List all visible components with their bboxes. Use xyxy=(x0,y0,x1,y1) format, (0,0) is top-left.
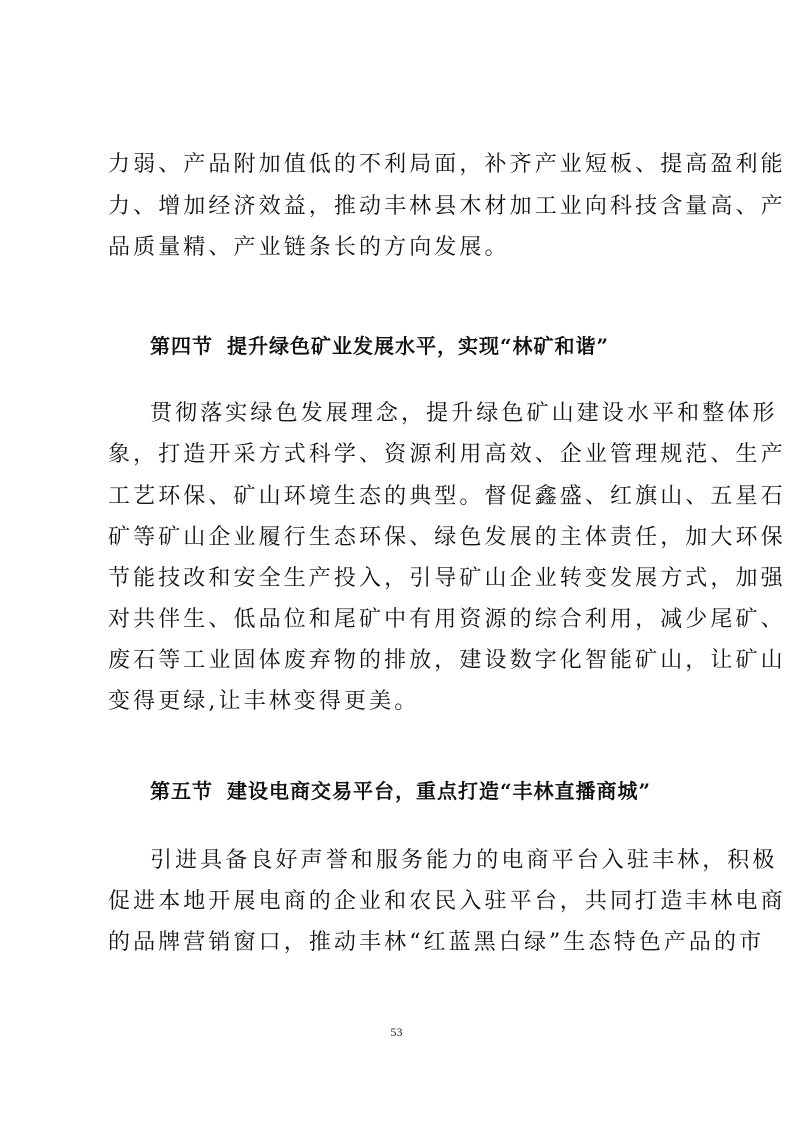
section-heading-5 xyxy=(150,776,651,806)
section-title: 提升绿色矿业发展水平，实现“林矿和谐” xyxy=(227,334,610,358)
section-number: 第五节 xyxy=(150,779,213,803)
text-line: 节能技改和安全生产投入，引导矿山企业转变发展方式，加强 xyxy=(108,566,786,591)
text-line: 矿等矿山企业履行生态环保、绿色发展的主体责任，加大环保 xyxy=(108,525,786,550)
text-line: 促进本地开展电商的企业和农民入驻平台，共同打造丰林电商 xyxy=(108,889,786,914)
text-line: 的品牌营销窗口，推动丰林“红蓝黑白绿”生态特色产品的市 xyxy=(108,930,765,955)
page-number: 53 xyxy=(390,1025,403,1039)
text-line: 贯彻落实绿色发展理念，提升绿色矿山建设水平和整体形 xyxy=(150,401,778,426)
text-line: 变得更绿,让丰林变得更美。 xyxy=(108,689,420,714)
section-title: 建设电商交易平台，重点打造“丰林直播商城” xyxy=(227,779,652,803)
section-heading-4 xyxy=(150,331,609,361)
text-line: 力弱、产品附加值低的不利局面，补齐产业短板、提高盈利能 xyxy=(108,152,786,177)
text-line: 工艺环保、矿山环境生态的典型。督促鑫盛、红旗山、五星石 xyxy=(108,484,786,509)
text-line: 废石等工业固体废弃物的排放，建设数字化智能矿山，让矿山 xyxy=(108,648,786,673)
text-line: 引进具备良好声誉和服务能力的电商平台入驻丰林，积极 xyxy=(150,848,778,873)
text-line: 力、增加经济效益，推动丰林县木材加工业向科技含量高、产 xyxy=(108,194,786,219)
text-line: 对共伴生、低品位和尾矿中有用资源的综合利用，减少尾矿、 xyxy=(108,607,786,632)
text-line: 品质量精、产业链条长的方向发展。 xyxy=(108,235,510,260)
text-line: 象，打造开采方式科学、资源利用高效、企业管理规范、生产 xyxy=(108,442,786,467)
section-number: 第四节 xyxy=(150,334,213,358)
